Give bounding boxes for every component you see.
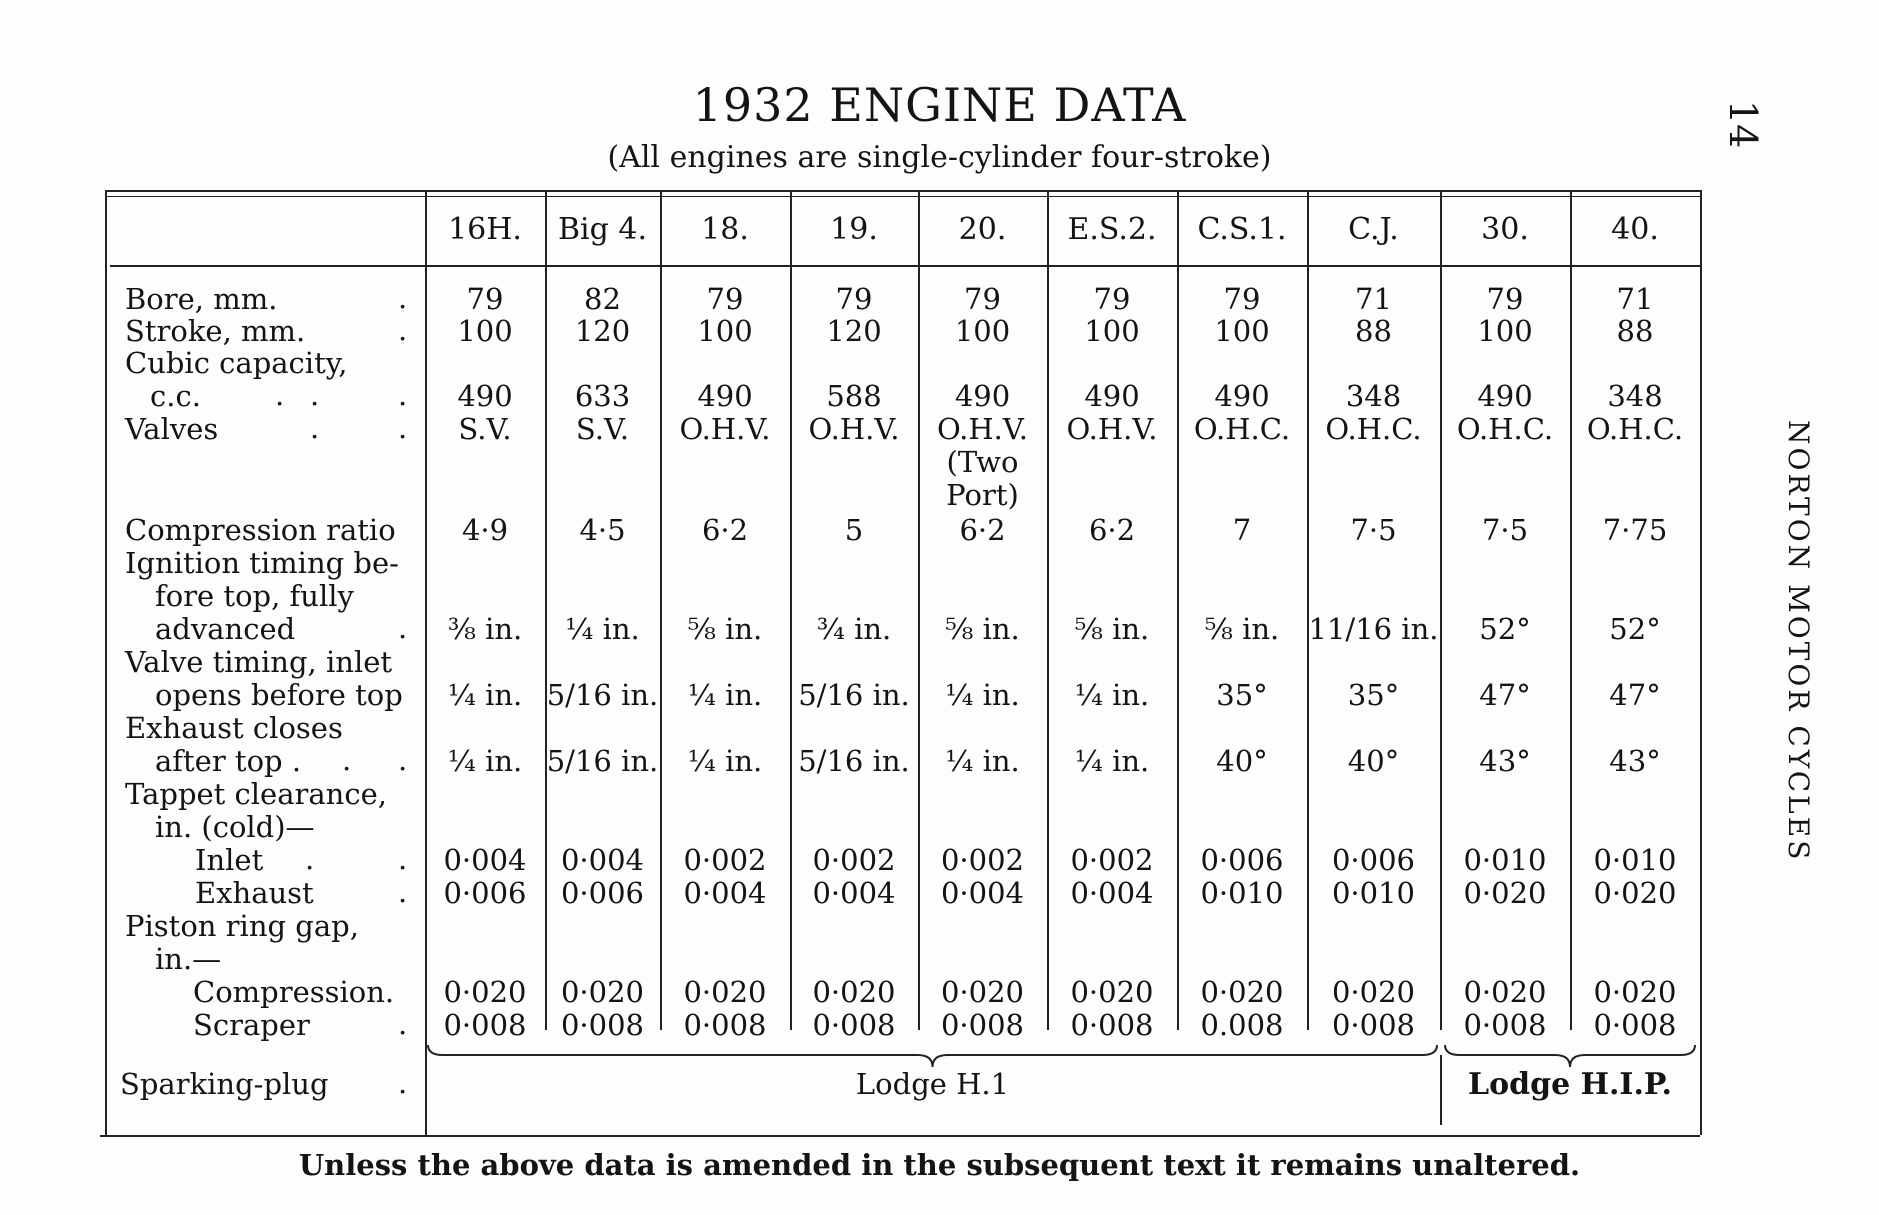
table-cell: ¼ in. xyxy=(1074,744,1150,778)
column-header: C.J. xyxy=(1348,212,1399,247)
footnote: Unless the above data is amended in the subsequent text it remains unaltered. xyxy=(298,1148,1581,1182)
table-cell: 100 xyxy=(954,314,1011,348)
table-cell: 0·020 xyxy=(940,975,1025,1009)
table-cell: 633 xyxy=(574,379,631,413)
table-cell: 0.008 xyxy=(1200,1008,1284,1042)
table-cell: 0·020 xyxy=(1593,876,1677,910)
table-cell: 0·004 xyxy=(560,843,645,877)
table-cell: 0·010 xyxy=(1200,876,1284,910)
table-cell: 7·5 xyxy=(1481,513,1529,547)
row-label: Compression. xyxy=(193,975,395,1009)
table-cell: 0·004 xyxy=(683,876,767,910)
table-cell: ⅝ in. xyxy=(945,612,1020,646)
table-cell: 0·006 xyxy=(443,876,527,910)
column-header: 16H. xyxy=(448,212,522,247)
table-cell: 0·008 xyxy=(940,1008,1025,1042)
leader-dot: . xyxy=(398,281,408,315)
table-cell: 7 xyxy=(1232,513,1252,547)
table-cell: 0·008 xyxy=(683,1008,767,1042)
table-cell: ⅝ in. xyxy=(1074,612,1150,646)
row-label: Tappet clearance, xyxy=(125,777,387,811)
column-header: 40. xyxy=(1611,212,1659,247)
table-cell: 490 xyxy=(697,379,753,413)
table-cell: 0·020 xyxy=(1593,975,1677,1009)
table-cell: 47° xyxy=(1609,678,1661,712)
table-top-rule xyxy=(105,190,1700,192)
table-cell: O.H.V. xyxy=(1066,412,1158,446)
row-label: Exhaust closes xyxy=(125,711,343,745)
table-cell: 79 xyxy=(835,282,873,316)
table-cell: 4·5 xyxy=(579,513,626,547)
header-bottom-rule xyxy=(110,265,1700,267)
table-cell: 100 xyxy=(1214,314,1270,348)
table-cell: 0·004 xyxy=(812,876,896,910)
column-header: 19. xyxy=(830,212,878,247)
table-cell: 5/16 in. xyxy=(546,744,659,778)
table-cell: 348 xyxy=(1607,379,1663,413)
leader-dot: . xyxy=(398,743,408,777)
table-cell: 0·010 xyxy=(1593,843,1677,877)
leader-dot: . xyxy=(398,875,408,909)
row-label: c.c. xyxy=(150,379,201,413)
leader-dot: . xyxy=(305,842,315,876)
table-cell: ¼ in. xyxy=(565,612,640,646)
table-cell: 0·004 xyxy=(443,843,527,877)
table-cell: 0·008 xyxy=(1593,1008,1677,1042)
table-cell: 490 xyxy=(954,379,1011,413)
column-header: 18. xyxy=(701,212,749,247)
table-cell: 490 xyxy=(457,379,513,413)
leader-dot: . xyxy=(398,1066,408,1100)
plug-value: Lodge H.I.P. xyxy=(1468,1067,1672,1102)
column-header: Big 4. xyxy=(557,212,647,247)
table-cell: ¼ in. xyxy=(1074,678,1150,712)
table-cell: 0·020 xyxy=(560,975,645,1009)
table-cell: 7·75 xyxy=(1602,513,1668,547)
row-label: Sparking-plug xyxy=(120,1067,329,1101)
table-cell: 82 xyxy=(584,282,621,316)
table-cell: 79 xyxy=(706,282,744,316)
table-cell: 40° xyxy=(1216,744,1268,778)
plug-value: Lodge H.1 xyxy=(855,1067,1010,1101)
table-cell: 35° xyxy=(1216,678,1268,712)
table-cell: 5 xyxy=(844,513,864,547)
table-cell: S.V. xyxy=(458,412,512,446)
table-cell: 35° xyxy=(1347,678,1400,712)
table-bottom-rule xyxy=(100,1135,1700,1137)
table-cell: 6·2 xyxy=(959,513,1006,547)
table-cell: ¼ in. xyxy=(687,678,763,712)
table-right-rule xyxy=(1700,190,1702,1135)
row-label: Cubic capacity, xyxy=(125,346,348,380)
table-cell: 43° xyxy=(1609,744,1661,778)
table-cell: ⅝ in. xyxy=(687,612,763,646)
table-cell: 79 xyxy=(964,282,1001,316)
table-cell: 0·002 xyxy=(812,843,896,877)
table-cell: 11/16 in. xyxy=(1308,612,1439,646)
table-cell: O.H.V. xyxy=(679,412,771,446)
leader-dot: . xyxy=(342,743,352,777)
row-label: Ignition timing be- xyxy=(125,546,399,580)
row-label: Bore, mm. xyxy=(125,282,278,316)
table-cell: 0·020 xyxy=(683,975,767,1009)
column-header: 30. xyxy=(1481,212,1529,247)
page-subtitle: (All engines are single-cylinder four-stroke) xyxy=(607,140,1272,175)
table-cell: 0·008 xyxy=(443,1008,527,1042)
leader-dot: . xyxy=(275,378,285,412)
table-cell: 0·006 xyxy=(560,876,645,910)
table-cell: 4·9 xyxy=(461,513,509,547)
table-cell: 588 xyxy=(826,379,882,413)
table-cell: 0·002 xyxy=(940,843,1025,877)
table-cell: ⅜ in. xyxy=(447,612,523,646)
page-number: 14 xyxy=(1721,100,1765,149)
row-label: Scraper xyxy=(193,1008,310,1042)
table-cell: 5/16 in. xyxy=(798,744,910,778)
table-cell: 0·020 xyxy=(1463,876,1547,910)
row-label: Valve timing, inlet xyxy=(125,645,393,679)
table-cell: 79 xyxy=(466,282,504,316)
table-cell: 0·006 xyxy=(1200,843,1284,877)
row-label: Valves xyxy=(125,412,219,446)
table-cell: 490 xyxy=(1214,379,1270,413)
table-cell: ¼ in. xyxy=(945,744,1020,778)
row-label: Piston ring gap, xyxy=(125,909,359,943)
leader-dot: . xyxy=(398,842,408,876)
table-cell: ¼ in. xyxy=(945,678,1020,712)
row-label: in. (cold)— xyxy=(155,810,315,844)
page-title: 1932 ENGINE DATA xyxy=(692,78,1187,132)
table-cell: 490 xyxy=(1477,379,1533,413)
table-cell: 52° xyxy=(1479,612,1531,646)
table-cell: 5/16 in. xyxy=(798,678,910,712)
row-label: in.— xyxy=(155,942,222,976)
table-cell: 0·008 xyxy=(812,1008,896,1042)
table-left-rule xyxy=(105,190,107,1135)
table-cell: ¼ in. xyxy=(447,744,523,778)
valves-note: (Two xyxy=(946,445,1019,479)
valves-note: Port) xyxy=(946,478,1019,512)
row-label: advanced xyxy=(155,612,296,646)
table-cell: ¼ in. xyxy=(687,744,763,778)
row-label: Exhaust xyxy=(195,876,314,910)
table-cell: 5/16 in. xyxy=(546,678,659,712)
table-cell: 120 xyxy=(574,314,631,348)
row-label: Inlet xyxy=(195,843,264,877)
table-cell: 79 xyxy=(1486,282,1524,316)
table-cell: 100 xyxy=(697,314,753,348)
table-cell: 0·002 xyxy=(1070,843,1154,877)
table-cell: O.H.V. xyxy=(808,412,900,446)
grouping-brace xyxy=(423,1043,1442,1073)
table-cell: 0·004 xyxy=(1070,876,1154,910)
table-cell: 6·2 xyxy=(1088,513,1136,547)
leader-dot: . xyxy=(398,313,408,347)
table-cell: 100 xyxy=(1084,314,1140,348)
table-cell: O.H.C. xyxy=(1456,412,1554,446)
table-cell: 120 xyxy=(826,314,882,348)
table-cell: 0·020 xyxy=(443,975,527,1009)
table-cell: 71 xyxy=(1355,282,1392,316)
column-header: E.S.2. xyxy=(1067,212,1157,247)
table-cell: O.H.V. xyxy=(937,412,1028,446)
table-cell: 47° xyxy=(1479,678,1531,712)
row-label: fore top, fully xyxy=(155,579,354,613)
table-cell: 0·004 xyxy=(940,876,1025,910)
table-cell: ¼ in. xyxy=(447,678,523,712)
grouping-brace xyxy=(1440,1043,1700,1073)
table-top-rule-fine xyxy=(105,196,1700,197)
leader-dot: . xyxy=(398,611,408,645)
running-head: NORTON MOTOR CYCLES xyxy=(1782,420,1815,863)
table-cell: S.V. xyxy=(575,412,630,446)
table-cell: 0·020 xyxy=(1200,975,1284,1009)
table-cell: 0·020 xyxy=(812,975,896,1009)
table-cell: 0·008 xyxy=(1070,1008,1154,1042)
table-cell: 0·006 xyxy=(1331,843,1416,877)
table-cell: O.H.C. xyxy=(1325,412,1422,446)
table-cell: 490 xyxy=(1084,379,1140,413)
table-cell: 43° xyxy=(1479,744,1531,778)
table-cell: ⅝ in. xyxy=(1204,612,1280,646)
table-cell: 100 xyxy=(457,314,513,348)
table-cell: 0·020 xyxy=(1331,975,1416,1009)
table-cell: 0·008 xyxy=(1463,1008,1547,1042)
table-cell: 0·010 xyxy=(1331,876,1416,910)
table-cell: 348 xyxy=(1345,379,1402,413)
table-cell: 88 xyxy=(1616,314,1654,348)
table-cell: 0·020 xyxy=(1070,975,1154,1009)
leader-dot: . xyxy=(398,378,408,412)
leader-dot: . xyxy=(310,378,320,412)
table-cell: 100 xyxy=(1477,314,1533,348)
row-label: after top . xyxy=(155,744,302,778)
table-cell: 7·5 xyxy=(1350,513,1397,547)
row-label: opens before top xyxy=(155,678,403,712)
table-cell: 88 xyxy=(1355,314,1392,348)
table-cell: 0·008 xyxy=(560,1008,645,1042)
table-cell: 0·008 xyxy=(1331,1008,1416,1042)
table-cell: 0·010 xyxy=(1463,843,1547,877)
table-cell: 40° xyxy=(1347,744,1400,778)
table-cell: 6·2 xyxy=(701,513,749,547)
leader-dot: . xyxy=(398,411,408,445)
table-cell: 71 xyxy=(1616,282,1654,316)
table-cell: 0·002 xyxy=(683,843,767,877)
row-label: Compression ratio xyxy=(125,513,396,547)
table-cell: O.H.C. xyxy=(1586,412,1684,446)
table-cell: O.H.C. xyxy=(1193,412,1291,446)
table-cell: 79 xyxy=(1093,282,1131,316)
table-cell: 52° xyxy=(1609,612,1661,646)
table-cell: ¾ in. xyxy=(816,612,892,646)
table-cell: 0·020 xyxy=(1463,975,1547,1009)
leader-dot: . xyxy=(398,1007,408,1041)
column-header: 20. xyxy=(958,212,1007,247)
table-cell: 79 xyxy=(1223,282,1261,316)
leader-dot: . xyxy=(310,411,320,445)
row-label: Stroke, mm. xyxy=(125,314,306,348)
column-header: C.S.1. xyxy=(1197,212,1287,247)
